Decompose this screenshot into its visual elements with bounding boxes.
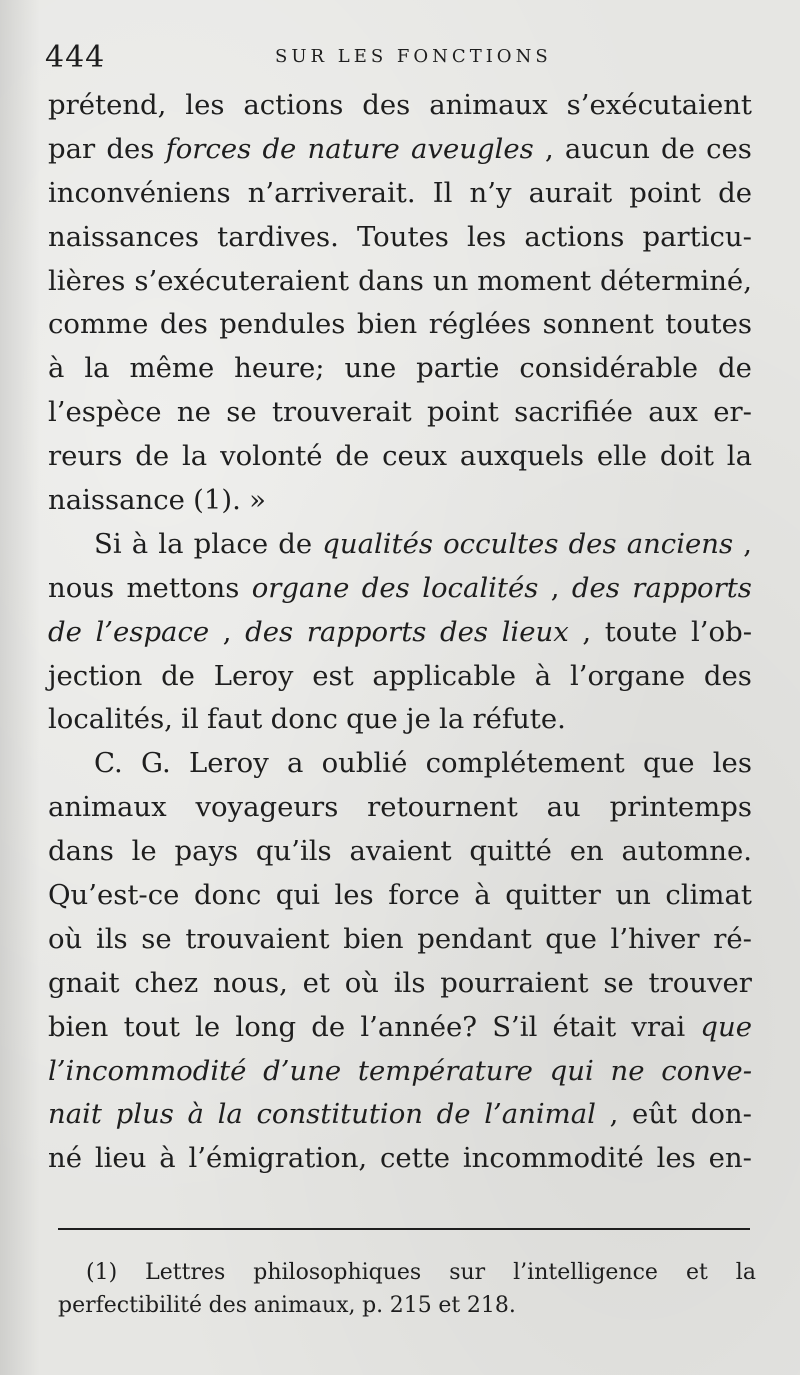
word: n’arriverait. xyxy=(247,176,416,209)
word: la xyxy=(439,703,465,736)
word: Lettres xyxy=(145,1260,226,1285)
text-line xyxy=(48,830,752,874)
word: à xyxy=(131,527,149,560)
page-header xyxy=(45,38,755,78)
word: même xyxy=(129,352,215,385)
word: bien xyxy=(343,922,404,955)
word: se xyxy=(226,396,257,429)
word: et xyxy=(685,1260,708,1285)
word: donc xyxy=(270,703,338,736)
word: toute xyxy=(604,615,678,648)
running-head: SUR LES FONCTIONS xyxy=(275,46,552,67)
word: a xyxy=(286,747,304,780)
word: constitution xyxy=(256,1098,423,1131)
word: à xyxy=(48,352,65,385)
word: en- xyxy=(708,1142,752,1175)
word: heure; xyxy=(234,352,325,385)
text-line xyxy=(48,611,752,655)
word: volonté xyxy=(220,440,323,473)
word: ré- xyxy=(713,922,752,955)
word: l’animal xyxy=(484,1098,596,1131)
word: de xyxy=(718,176,752,209)
word: l’émigration, xyxy=(188,1142,368,1175)
word: lieu xyxy=(94,1142,147,1175)
word: sacrifiée xyxy=(514,396,633,429)
word: de xyxy=(335,440,370,473)
word: que xyxy=(700,1010,752,1043)
word: , xyxy=(222,615,232,648)
word: déterminé, xyxy=(600,264,752,297)
word: naissance xyxy=(48,484,185,517)
word: à xyxy=(474,879,491,912)
text-line xyxy=(48,84,752,128)
word: où xyxy=(344,966,379,999)
word: prétend, xyxy=(48,89,167,121)
word: , xyxy=(609,1098,619,1131)
word: avaient xyxy=(349,835,452,868)
word: Leroy xyxy=(188,747,269,780)
text-line xyxy=(48,786,752,830)
word: considérable xyxy=(519,352,699,385)
word: de xyxy=(262,132,297,165)
word: la xyxy=(84,352,110,385)
word: chez xyxy=(134,966,199,999)
word: S’il xyxy=(492,1010,538,1043)
word: tardives. xyxy=(217,220,339,253)
word: Il xyxy=(432,176,453,209)
word: comme xyxy=(48,308,149,341)
word: philosophiques xyxy=(253,1260,422,1285)
word: » xyxy=(249,484,266,517)
word: toutes xyxy=(665,308,752,341)
word: ceux xyxy=(382,440,448,473)
word: des xyxy=(440,615,488,648)
word: au xyxy=(546,791,581,824)
word: point xyxy=(427,396,499,429)
word: aurait xyxy=(528,176,613,209)
word: partie xyxy=(416,352,500,385)
word: que xyxy=(346,703,398,736)
word: les xyxy=(656,1142,696,1175)
word: de xyxy=(278,527,313,560)
body-text xyxy=(48,84,752,1181)
word: des xyxy=(106,132,155,165)
text-line xyxy=(48,1137,752,1181)
word: température xyxy=(357,1054,533,1087)
word: jection xyxy=(48,659,143,692)
text-line xyxy=(48,172,752,216)
word: 215 xyxy=(389,1293,432,1318)
word: en xyxy=(569,835,604,868)
word: er- xyxy=(713,396,752,429)
word: plus xyxy=(115,1098,174,1131)
word: de xyxy=(718,352,752,385)
word: des xyxy=(208,1293,248,1318)
footnote-line xyxy=(58,1256,756,1289)
word: pendules xyxy=(219,308,346,341)
word: animaux xyxy=(48,791,167,824)
word: C. xyxy=(94,747,123,780)
word: conve- xyxy=(661,1054,752,1087)
word: retournent xyxy=(367,791,518,824)
word: se xyxy=(141,922,172,955)
word: climat xyxy=(665,879,752,912)
word: , xyxy=(582,615,592,648)
page-shadow xyxy=(0,0,40,1375)
word: des xyxy=(703,659,752,692)
word: je xyxy=(405,703,431,736)
word: bien xyxy=(356,308,418,341)
word: reurs xyxy=(48,440,123,473)
word: actions xyxy=(524,220,625,253)
word: de xyxy=(661,132,695,165)
word: applicable xyxy=(372,659,517,692)
word: qualités xyxy=(322,527,433,560)
word: inconvéniens xyxy=(48,176,231,209)
word: à xyxy=(159,1142,176,1175)
word: trouvaient xyxy=(185,922,330,955)
text-line xyxy=(48,874,752,918)
text-line xyxy=(48,698,752,742)
word: l’incommodité xyxy=(48,1054,247,1087)
text-line xyxy=(48,1006,752,1050)
word: ces xyxy=(706,132,752,165)
text-line xyxy=(48,347,752,391)
text-line xyxy=(48,128,752,172)
word: , xyxy=(743,527,752,560)
text-line xyxy=(48,216,752,260)
word: ils xyxy=(393,966,426,999)
word: se xyxy=(603,966,634,999)
word: est xyxy=(312,659,354,692)
text-line xyxy=(48,391,752,435)
word: trouver xyxy=(648,966,752,999)
word: eût xyxy=(632,1098,678,1131)
word: de xyxy=(436,1098,471,1131)
word: Toutes xyxy=(356,220,449,253)
word: à xyxy=(187,1098,204,1131)
word: Leroy xyxy=(213,659,294,692)
text-line xyxy=(48,523,752,567)
text-line xyxy=(48,918,752,962)
word: animaux, xyxy=(253,1293,356,1318)
word: mettons xyxy=(126,571,240,604)
word: et xyxy=(438,1293,461,1318)
word: occultes xyxy=(443,527,559,560)
text-line xyxy=(48,303,752,347)
word: nait xyxy=(48,1098,102,1131)
word: aucun xyxy=(564,132,650,165)
word: la xyxy=(726,440,752,473)
word: bien xyxy=(48,1010,109,1043)
word: par xyxy=(48,132,96,165)
word: lières xyxy=(48,264,126,297)
word: des xyxy=(571,571,620,604)
word: l’espace xyxy=(95,615,210,648)
word: à xyxy=(534,659,552,692)
word: quitter xyxy=(505,879,601,912)
word: réglées xyxy=(428,308,532,341)
word: l’ob- xyxy=(691,615,752,648)
word: des xyxy=(245,615,294,648)
word: de xyxy=(48,615,82,648)
word: quitté xyxy=(469,835,552,868)
word: réfute. xyxy=(472,703,566,736)
word: naissances xyxy=(48,220,200,253)
word: donc xyxy=(193,879,262,912)
word: Si xyxy=(94,527,122,560)
word: aveugles xyxy=(411,132,534,165)
word: rapports xyxy=(632,571,752,604)
word: d’une xyxy=(263,1054,342,1087)
page-number: 444 xyxy=(45,40,106,75)
word: G. xyxy=(141,747,171,780)
word: un xyxy=(615,879,651,912)
word: forces xyxy=(165,132,252,165)
word: doit xyxy=(659,440,714,473)
word: rapports xyxy=(306,615,427,648)
word: où xyxy=(48,922,83,955)
footnote-rule xyxy=(58,1228,750,1230)
word: que xyxy=(642,747,695,780)
word: voyageurs xyxy=(195,791,339,824)
text-line xyxy=(48,742,752,786)
word: complétement xyxy=(425,747,625,780)
text-line xyxy=(48,260,752,304)
word: , xyxy=(544,132,554,165)
word: de xyxy=(161,659,195,692)
word: était xyxy=(552,1010,617,1043)
word: pays xyxy=(174,835,239,868)
word: l’organe xyxy=(569,659,686,692)
word: une xyxy=(344,352,397,385)
word: des xyxy=(361,571,410,604)
text-line xyxy=(48,1093,752,1137)
word: localités, xyxy=(48,703,173,736)
word: auxquels xyxy=(459,440,585,473)
word: incommodité xyxy=(462,1142,644,1175)
word: long xyxy=(235,1010,297,1043)
word: cette xyxy=(379,1142,451,1175)
word: Qu’est-ce xyxy=(48,879,180,912)
word: le xyxy=(195,1010,221,1043)
word: dans xyxy=(48,835,114,868)
word: qui xyxy=(275,879,320,912)
word: n’y xyxy=(469,176,512,209)
word: lieux xyxy=(501,615,569,648)
word: printemps xyxy=(609,791,752,824)
word: les xyxy=(185,89,225,121)
word: s’exécutaient xyxy=(566,89,752,121)
word: tout xyxy=(123,1010,180,1043)
word: pourraient xyxy=(440,966,589,999)
word: actions xyxy=(243,89,344,121)
word: qu’ils xyxy=(255,835,332,868)
word: ne xyxy=(610,1054,645,1087)
word: nous xyxy=(48,571,115,604)
text-line xyxy=(48,435,752,479)
word: faut xyxy=(207,703,263,736)
word: sur xyxy=(449,1260,486,1285)
word: aux xyxy=(648,396,698,429)
footnote-line xyxy=(58,1289,756,1322)
word: sonnent xyxy=(542,308,654,341)
word: place xyxy=(193,527,269,560)
word: de xyxy=(135,440,170,473)
word: des xyxy=(362,89,411,121)
footnote xyxy=(58,1256,756,1322)
word: gnait xyxy=(48,966,120,999)
word: nature xyxy=(307,132,400,165)
word: des xyxy=(159,308,208,341)
word: la xyxy=(217,1098,243,1131)
word: il xyxy=(181,703,199,736)
word: la xyxy=(182,440,208,473)
word: l’hiver xyxy=(610,922,700,955)
word: point xyxy=(629,176,701,209)
text-line xyxy=(48,962,752,1006)
word: organe xyxy=(251,571,350,604)
word: moment xyxy=(477,264,592,297)
word: elle xyxy=(596,440,648,473)
word: localités xyxy=(422,571,539,604)
word: que xyxy=(545,922,597,955)
word: et xyxy=(302,966,330,999)
word: , xyxy=(550,571,560,604)
word: la xyxy=(735,1260,756,1285)
word: force xyxy=(388,879,460,912)
word: qui xyxy=(549,1054,594,1087)
word: l’année? xyxy=(360,1010,477,1043)
word: de xyxy=(311,1010,346,1043)
word: des xyxy=(568,527,617,560)
word: né xyxy=(48,1142,82,1175)
word: trouverait xyxy=(272,396,412,429)
text-line xyxy=(48,655,752,699)
word: l’intelligence xyxy=(513,1260,658,1285)
word: l’espèce xyxy=(48,396,162,429)
word: 218. xyxy=(466,1293,516,1318)
word: les xyxy=(334,879,374,912)
word: (1) xyxy=(86,1260,118,1285)
word: anciens xyxy=(626,527,734,560)
word: dans xyxy=(358,264,424,297)
word: animaux xyxy=(429,89,548,121)
text-line xyxy=(48,479,752,523)
word: p. xyxy=(362,1293,384,1318)
word: particu- xyxy=(642,220,752,253)
word: perfectibilité xyxy=(58,1293,203,1318)
word: automne. xyxy=(621,835,752,868)
word: oublié xyxy=(321,747,408,780)
word: pendant xyxy=(417,922,532,955)
word: s’exécuteraient xyxy=(134,264,350,297)
word: les xyxy=(467,220,507,253)
word: ne xyxy=(176,396,211,429)
word: la xyxy=(158,527,184,560)
word: ils xyxy=(95,922,128,955)
word: un xyxy=(432,264,469,297)
word: don- xyxy=(690,1098,752,1131)
text-line xyxy=(48,567,752,611)
word: (1). xyxy=(193,484,241,517)
word: le xyxy=(131,835,157,868)
word: vrai xyxy=(631,1010,686,1043)
word: nous, xyxy=(212,966,288,999)
word: les xyxy=(712,747,752,780)
text-line xyxy=(48,1050,752,1094)
